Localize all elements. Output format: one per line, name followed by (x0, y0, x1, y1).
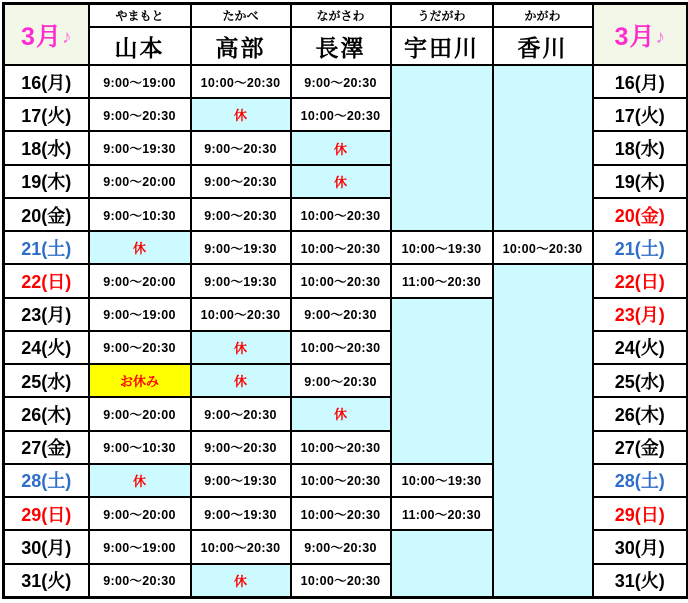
time-cell: 10:00～20:30 (493, 231, 593, 264)
rest-cell: 休 (191, 364, 291, 397)
time-cell: 9:00～20:30 (89, 564, 191, 598)
time-cell: 10:00～20:30 (291, 464, 391, 497)
date-cell-left: 29(日) (4, 497, 89, 530)
empty-cell (493, 264, 593, 597)
month-header-right (593, 4, 688, 66)
furigana-label: やまもと (89, 4, 191, 28)
staff-name: 長澤 (291, 27, 391, 65)
rest-cell: 休 (89, 464, 191, 497)
schedule-table (2, 2, 688, 599)
empty-cell (391, 298, 493, 464)
time-cell: 10:00～20:30 (191, 298, 291, 331)
time-cell: 10:00～20:30 (191, 530, 291, 563)
staff-name: 高部 (191, 27, 291, 65)
date-cell-right: 28(土) (593, 464, 688, 497)
schedule-row (4, 231, 688, 264)
empty-cell (493, 65, 593, 231)
date-cell-left: 16(月) (4, 65, 89, 98)
time-cell: 9:00～19:30 (191, 231, 291, 264)
staff-name: 山本 (89, 27, 191, 65)
rest-cell: 休 (191, 331, 291, 364)
date-cell-right: 25(水) (593, 364, 688, 397)
time-cell: 9:00～19:30 (191, 264, 291, 297)
time-cell: 11:00～20:30 (391, 497, 493, 530)
date-cell-right: 17(火) (593, 98, 688, 131)
furigana-label: うだがわ (391, 4, 493, 28)
time-cell: 9:00～19:00 (89, 65, 191, 98)
date-cell-right: 20(金) (593, 198, 688, 231)
time-cell: 9:00～20:00 (89, 165, 191, 198)
time-cell: 9:00～20:30 (291, 530, 391, 563)
time-cell: 9:00～20:30 (291, 65, 391, 98)
schedule-row (4, 264, 688, 297)
date-cell-right: 23(月) (593, 298, 688, 331)
time-cell: 10:00～20:30 (191, 65, 291, 98)
music-note-icon: ♪ (655, 26, 665, 48)
time-cell: 9:00～20:30 (291, 298, 391, 331)
time-cell: 9:00～19:00 (89, 298, 191, 331)
date-cell-right: 31(火) (593, 564, 688, 598)
time-cell: 9:00～20:30 (291, 364, 391, 397)
date-cell-right: 16(月) (593, 65, 688, 98)
time-cell: 9:00～19:00 (89, 530, 191, 563)
time-cell: 9:00～10:30 (89, 198, 191, 231)
time-cell: 10:00～20:30 (291, 264, 391, 297)
date-cell-right: 29(日) (593, 497, 688, 530)
rest-cell: 休 (191, 98, 291, 131)
date-cell-right: 30(月) (593, 530, 688, 563)
date-cell-right: 21(土) (593, 231, 688, 264)
time-cell: 9:00～20:30 (191, 397, 291, 430)
month-header-left (4, 4, 89, 66)
time-cell: 9:00～20:30 (191, 198, 291, 231)
time-cell: 10:00～19:30 (391, 231, 493, 264)
date-cell-right: 26(木) (593, 397, 688, 430)
time-cell: 10:00～20:30 (291, 564, 391, 598)
date-cell-left: 20(金) (4, 198, 89, 231)
time-cell: 10:00～20:30 (291, 198, 391, 231)
time-cell: 9:00～20:00 (89, 497, 191, 530)
furigana-label: ながさわ (291, 4, 391, 28)
date-cell-left: 27(金) (4, 431, 89, 464)
header-name-row (4, 27, 688, 65)
date-cell-left: 21(土) (4, 231, 89, 264)
header-furigana-row (4, 4, 688, 28)
date-cell-left: 24(火) (4, 331, 89, 364)
time-cell: 9:00～20:00 (89, 397, 191, 430)
time-cell: 9:00～19:30 (191, 464, 291, 497)
date-cell-left: 30(月) (4, 530, 89, 563)
time-cell: 9:00～20:30 (191, 165, 291, 198)
time-cell: 9:00～20:30 (191, 431, 291, 464)
date-cell-left: 22(日) (4, 264, 89, 297)
schedule-header (4, 4, 688, 66)
date-cell-left: 31(火) (4, 564, 89, 598)
rest-cell: 休 (291, 165, 391, 198)
date-cell-left: 25(水) (4, 364, 89, 397)
rest-cell: 休 (291, 131, 391, 164)
month-label: 3月 (21, 22, 62, 51)
date-cell-left: 17(火) (4, 98, 89, 131)
date-cell-right: 19(木) (593, 165, 688, 198)
staff-name: 香川 (493, 27, 593, 65)
time-cell: 9:00～19:30 (89, 131, 191, 164)
time-cell: 10:00～20:30 (291, 231, 391, 264)
rest-cell: 休 (291, 397, 391, 430)
month-label: 3月 (614, 22, 656, 51)
date-cell-right: 24(火) (593, 331, 688, 364)
date-cell-left: 18(水) (4, 131, 89, 164)
rest-cell: 休 (89, 231, 191, 264)
date-cell-left: 28(土) (4, 464, 89, 497)
date-cell-left: 19(木) (4, 165, 89, 198)
time-cell: 11:00～20:30 (391, 264, 493, 297)
schedule-body (4, 65, 688, 598)
empty-cell (391, 530, 493, 597)
date-cell-right: 22(日) (593, 264, 688, 297)
time-cell: 10:00～20:30 (291, 497, 391, 530)
staff-name: 宇田川 (391, 27, 493, 65)
time-cell: 10:00～20:30 (291, 431, 391, 464)
schedule-row (4, 65, 688, 98)
time-cell: 10:00～20:30 (291, 331, 391, 364)
music-note-icon: ♪ (61, 26, 72, 48)
time-cell: 9:00～20:00 (89, 264, 191, 297)
time-cell: 9:00～19:30 (191, 497, 291, 530)
time-cell: 9:00～20:30 (89, 331, 191, 364)
time-cell: 9:00～20:30 (89, 98, 191, 131)
time-cell: 10:00～19:30 (391, 464, 493, 497)
date-cell-left: 23(月) (4, 298, 89, 331)
empty-cell (391, 65, 493, 231)
furigana-label: かがわ (493, 4, 593, 28)
furigana-label: たかべ (191, 4, 291, 28)
holiday-cell: お休み (89, 364, 191, 397)
time-cell: 10:00～20:30 (291, 98, 391, 131)
time-cell: 9:00～10:30 (89, 431, 191, 464)
rest-cell: 休 (191, 564, 291, 598)
date-cell-left: 26(木) (4, 397, 89, 430)
time-cell: 9:00～20:30 (191, 131, 291, 164)
date-cell-right: 27(金) (593, 431, 688, 464)
date-cell-right: 18(水) (593, 131, 688, 164)
